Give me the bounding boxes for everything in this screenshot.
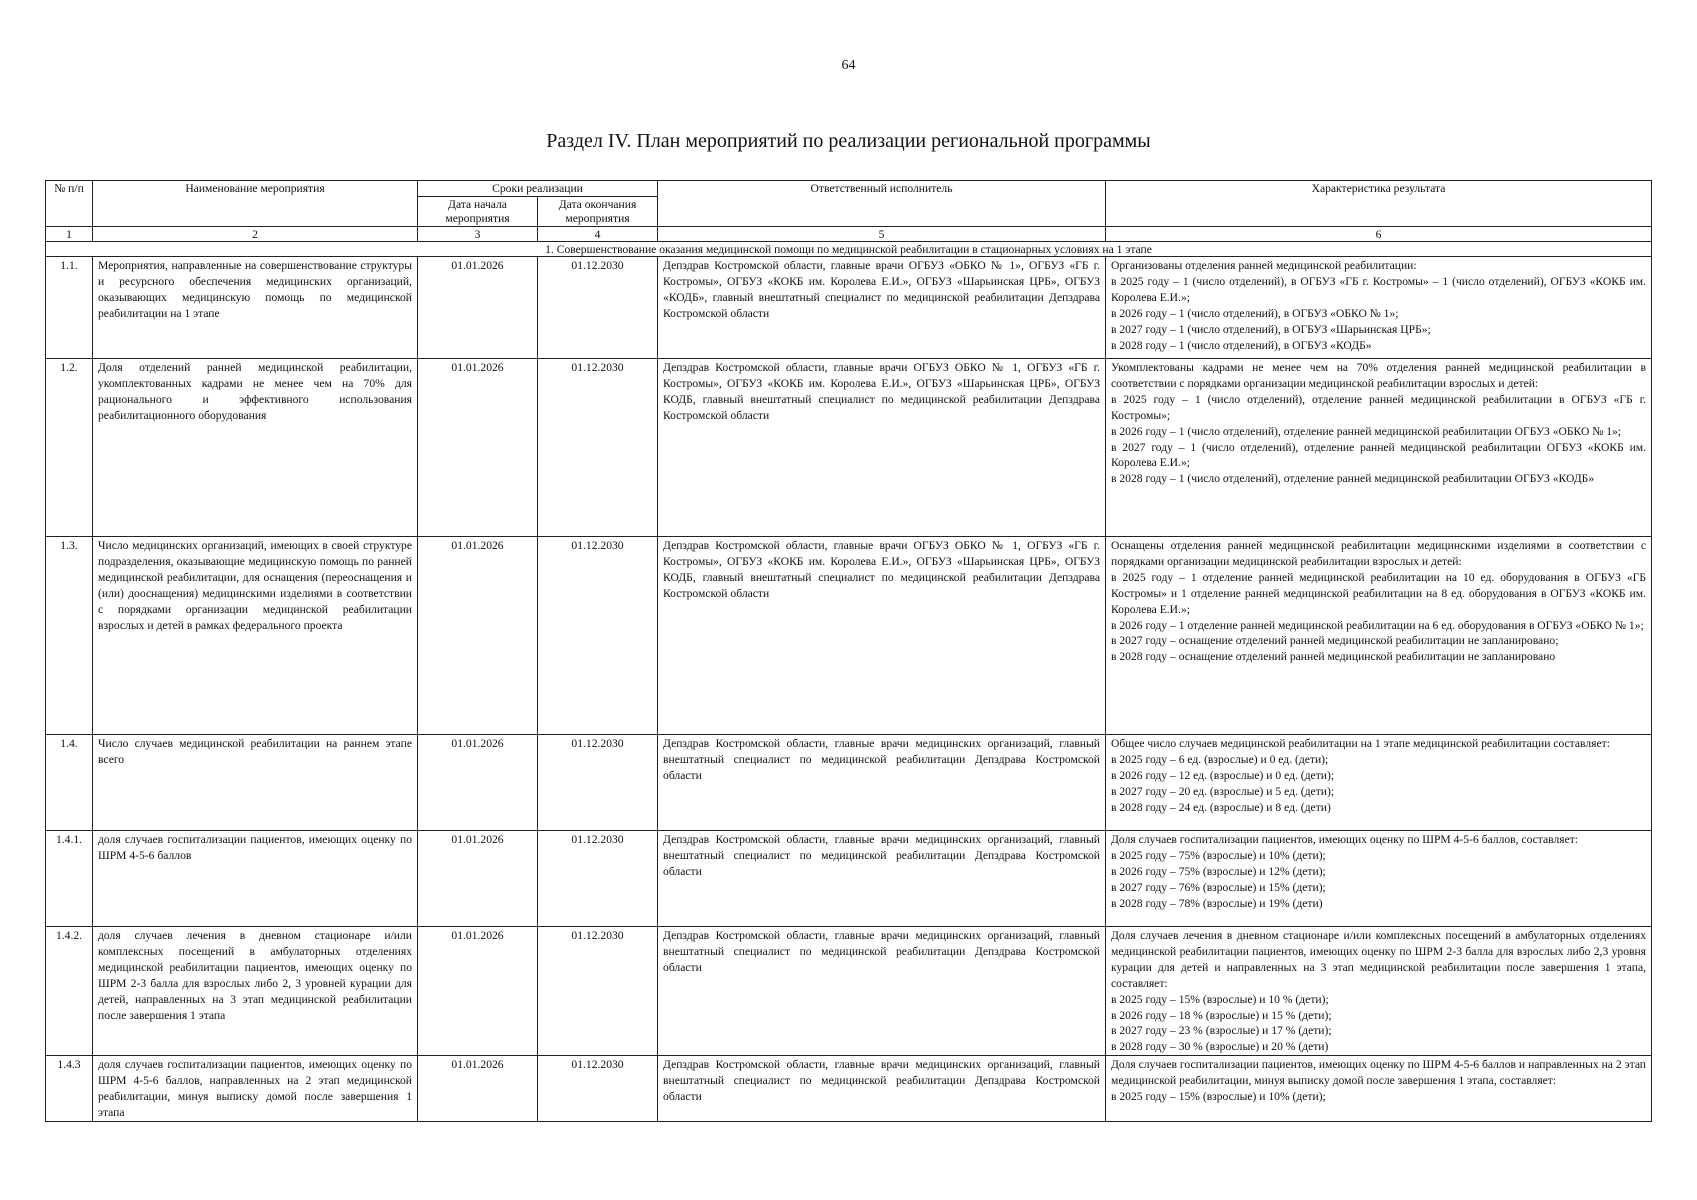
result-line: Доля случаев госпитализации пациентов, имеющих оценку по ШРМ 4-5-6 баллов и направленных на 2 этап медицинской реабилитации, минуя выписку домой после завершения 1 этапа, составляет: — [1111, 1058, 1647, 1088]
row-end: 01.12.2030 — [538, 927, 658, 1056]
result-line: в 2025 году – 1 (число отделений), в ОГБУЗ «ГБ г. Костромы» – 1 (число отделений), ОГБУЗ «КОКБ им. Королева Е.И.»; — [1111, 274, 1647, 304]
result-line: Доля случаев госпитализации пациентов, имеющих оценку по ШРМ 4-5-6 баллов, составляет: — [1111, 833, 1579, 846]
row-name: доля случаев госпитализации пациентов, имеющих оценку по ШРМ 4-5-6 баллов, направленных на 2 этап медицинской реабилитации, минуя выписку домой после завершения 1 этапа — [93, 1056, 418, 1122]
result-line: в 2028 году – 30 % (взрослые) и 20 % (дети) — [1111, 1040, 1329, 1054]
row-name: доля случаев госпитализации пациентов, имеющих оценку по ШРМ 4-5-6 баллов — [93, 831, 418, 927]
row-num: 1.2. — [46, 359, 93, 537]
row-end: 01.12.2030 — [538, 831, 658, 927]
result-line: в 2027 году – 23 % (взрослые) и 17 % (дети); — [1111, 1024, 1332, 1038]
result-line: в 2026 году – 1 отделение ранней медицинской реабилитации на 6 ед. оборудования в ОГБУЗ «ОБКО № 1»; — [1111, 618, 1644, 632]
row-end: 01.12.2030 — [538, 537, 658, 735]
result-line: в 2025 году – 1 (число отделений), отделение ранней медицинской реабилитации в ОГБУЗ «ГБ г. Костромы»; — [1111, 392, 1647, 422]
table-header — [46, 181, 1652, 227]
section-heading: 1. Совершенствование оказания медицинской помощи по медицинской реабилитации в стационарных условиях на 1 этапе — [46, 242, 1652, 257]
header-executor: Ответственный исполнитель — [658, 181, 1106, 227]
page-number: 64 — [841, 58, 856, 73]
result-line: в 2028 году – 78% (взрослые) и 19% (дети) — [1111, 896, 1323, 910]
row-start: 01.01.2026 — [418, 927, 538, 1056]
row-name: Число медицинских организаций, имеющих в своей структуре подразделения, оказывающие медицинскую помощь по ранней медицинской реабилитации, для оснащения (переоснащения и (или) дооснащения) медицинскими изделиями в соответствии с порядками организации медицинской реабилитации взрослых и детей в рамках федерального проекта — [93, 537, 418, 735]
header-result: Характеристика результата — [1106, 181, 1652, 227]
section-row — [46, 242, 1652, 257]
row-name: доля случаев лечения в дневном стационаре и/или комплексных посещений в амбулаторных отделениях медицинской реабилитации пациентов, имеющих оценку по ШРМ 2-3 балла для взрослых либо 2, 3 уровней курации для детей, направленных на 3 этап медицинской реабилитации после завершения 1 этапа — [93, 927, 418, 1056]
row-num: 1.3. — [46, 537, 93, 735]
header-num: № п/п — [46, 181, 93, 227]
row-start: 01.01.2026 — [418, 1056, 538, 1122]
result-line: в 2026 году – 18 % (взрослые) и 15 % (дети); — [1111, 1008, 1332, 1022]
row-end: 01.12.2030 — [538, 1056, 658, 1122]
result-line: в 2027 году – 1 (число отделений), в ОГБУЗ «Шарьинская ЦРБ»; — [1111, 322, 1431, 336]
row-start: 01.01.2026 — [418, 735, 538, 831]
result-line: Укомплектованы кадрами не менее чем на 70% отделения ранней медицинской реабилитации в соответствии с порядками организации медицинской реабилитации взрослых и детей: — [1111, 361, 1647, 390]
row-result — [1106, 831, 1652, 927]
row-executor: Депздрав Костромской области, главные врачи ОГБУЗ ОБКО № 1, ОГБУЗ «ГБ г. Костромы», ОГБУЗ «КОКБ им. Королева Е.И.», ОГБУЗ «Шарьинская ЦРБ», ОГБУЗ КОДБ, главный внештатный специалист по медицинской реабилитации Депздрава Костромской области — [658, 537, 1106, 735]
row-result — [1106, 1056, 1652, 1122]
column-number: 3 — [418, 227, 538, 242]
table-row — [46, 257, 1652, 359]
table-row — [46, 927, 1652, 1056]
column-number: 5 — [658, 227, 1106, 242]
result-line: в 2027 году – 76% (взрослые) и 15% (дети); — [1111, 880, 1326, 894]
result-line: в 2025 году – 1 отделение ранней медицинской реабилитации на 10 ед. оборудования в ОГБУЗ «ГБ Костромы» и 1 отделение ранней медицинской реабилитации на 8 ед. оборудования в ОГБУЗ «КОКБ им. Королева Е.И.»; — [1111, 570, 1647, 616]
header-end: Дата окончания мероприятия — [538, 197, 658, 227]
header-name: Наименование мероприятия — [93, 181, 418, 227]
table-row — [46, 735, 1652, 831]
result-line: в 2026 году – 1 (число отделений), в ОГБУЗ «ОБКО № 1»; — [1111, 306, 1399, 320]
column-numbers-row — [46, 227, 1652, 242]
row-num: 1.4.1. — [46, 831, 93, 927]
result-line: Доля случаев лечения в дневном стационаре и/или комплексных посещений в амбулаторных отделениях медицинской реабилитации пациентов, имеющих оценку по ШРМ 2-3 балла для взрослых либо 2,3 уровня курации для детей и направленных на 3 этап медицинской реабилитации после завершения 1 этапа, составляет: — [1111, 929, 1647, 990]
result-line: Общее число случаев медицинской реабилитации на 1 этапе медицинской реабилитации составляет: — [1111, 737, 1610, 750]
row-end: 01.12.2030 — [538, 735, 658, 831]
row-name: Число случаев медицинской реабилитации на раннем этапе всего — [93, 735, 418, 831]
row-executor: Депздрав Костромской области, главные врачи медицинских организаций, главный внештатный специалист по медицинской реабилитации Депздрава Костромской области — [658, 1056, 1106, 1122]
section-title: Раздел IV. План мероприятий по реализации региональной программы — [546, 130, 1151, 152]
row-executor: Депздрав Костромской области, главные врачи ОГБУЗ ОБКО № 1, ОГБУЗ «ГБ г. Костромы», ОГБУЗ «КОКБ им. Королева Е.И.», ОГБУЗ «Шарьинская ЦРБ», ОГБУЗ КОДБ, главный внештатный специалист по медицинской реабилитации Депздрава Костромской области — [658, 359, 1106, 537]
row-name: Доля отделений ранней медицинской реабилитации, укомплектованных кадрами не менее чем на 70% для рационального и эффективного использования реабилитационного оборудования — [93, 359, 418, 537]
row-executor: Депздрав Костромской области, главные врачи медицинских организаций, главный внештатный специалист по медицинской реабилитации Депздрава Костромской области — [658, 735, 1106, 831]
column-number: 1 — [46, 227, 93, 242]
row-num: 1.4.3 — [46, 1056, 93, 1122]
row-result — [1106, 359, 1652, 537]
result-line: в 2028 году – 24 ед. (взрослые) и 8 ед. (дети) — [1111, 800, 1331, 814]
result-line: в 2026 году – 12 ед. (взрослые) и 0 ед. (дети); — [1111, 768, 1335, 782]
result-line: в 2028 году – 1 (число отделений), отделение ранней медицинской реабилитации ОГБУЗ «КОДБ» — [1111, 472, 1595, 486]
result-line: в 2027 году – оснащение отделений ранней медицинской реабилитации не запланировано; — [1111, 634, 1559, 648]
table-row — [46, 537, 1652, 735]
row-start: 01.01.2026 — [418, 537, 538, 735]
result-line: Оснащены отделения ранней медицинской реабилитации медицинскими изделиями в соответствии с порядками организации медицинской реабилитации взрослых и детей: — [1111, 539, 1647, 568]
row-start: 01.01.2026 — [418, 257, 538, 359]
header-start: Дата начала мероприятия — [418, 197, 538, 227]
result-line: в 2026 году – 1 (число отделений), отделение ранней медицинской реабилитации ОГБУЗ «ОБКО № 1»; — [1111, 424, 1622, 438]
row-start: 01.01.2026 — [418, 359, 538, 537]
row-end: 01.12.2030 — [538, 359, 658, 537]
table-row — [46, 831, 1652, 927]
header-terms: Сроки реализации — [418, 181, 658, 197]
row-executor: Депздрав Костромской области, главные врачи медицинских организаций, главный внештатный специалист по медицинской реабилитации Депздрава Костромской области — [658, 927, 1106, 1056]
row-result — [1106, 537, 1652, 735]
result-line: в 2027 году – 20 ед. (взрослые) и 5 ед. (дети); — [1111, 784, 1335, 798]
column-number: 2 — [93, 227, 418, 242]
row-num: 1.4. — [46, 735, 93, 831]
row-end: 01.12.2030 — [538, 257, 658, 359]
table-row — [46, 1056, 1652, 1122]
row-name: Мероприятия, направленные на совершенствование структуры и ресурсного обеспечения медицинских организаций, оказывающих медицинскую помощь по медицинской реабилитации на 1 этапе — [93, 257, 418, 359]
row-result — [1106, 257, 1652, 359]
result-line: в 2028 году – оснащение отделений ранней медицинской реабилитации не запланировано — [1111, 650, 1556, 664]
result-line: в 2025 году – 15% (взрослые) и 10% (дети); — [1111, 1090, 1326, 1104]
result-line: в 2025 году – 6 ед. (взрослые) и 0 ед. (дети); — [1111, 752, 1329, 766]
table-row — [46, 359, 1652, 537]
row-result — [1106, 735, 1652, 831]
column-number: 6 — [1106, 227, 1652, 242]
row-num: 1.4.2. — [46, 927, 93, 1056]
result-line: в 2028 году – 1 (число отделений), в ОГБУЗ «КОДБ» — [1111, 338, 1372, 352]
row-num: 1.1. — [46, 257, 93, 359]
row-result — [1106, 927, 1652, 1056]
plan-table — [45, 180, 1652, 1122]
row-executor: Депздрав Костромской области, главные врачи ОГБУЗ «ОБКО № 1», ОГБУЗ «ГБ г. Костромы», ОГБУЗ «КОКБ им. Королева Е.И.», ОГБУЗ «Шарьинская ЦРБ», ОГБУЗ «КОДБ», главный внештатный специалист по медицинской реабилитации Депздрава Костромской области — [658, 257, 1106, 359]
result-line: в 2026 году – 75% (взрослые) и 12% (дети); — [1111, 864, 1326, 878]
result-line: Организованы отделения ранней медицинской реабилитации: — [1111, 259, 1417, 272]
column-number: 4 — [538, 227, 658, 242]
row-start: 01.01.2026 — [418, 831, 538, 927]
result-line: в 2025 году – 15% (взрослые) и 10 % (дети); — [1111, 992, 1329, 1006]
row-executor: Депздрав Костромской области, главные врачи медицинских организаций, главный внештатный специалист по медицинской реабилитации Депздрава Костромской области — [658, 831, 1106, 927]
result-line: в 2027 году – 1 (число отделений), отделение ранней медицинской реабилитации ОГБУЗ «КОКБ им. Королева Е.И.»; — [1111, 440, 1647, 470]
result-line: в 2025 году – 75% (взрослые) и 10% (дети); — [1111, 848, 1326, 862]
table-body — [46, 227, 1652, 1122]
